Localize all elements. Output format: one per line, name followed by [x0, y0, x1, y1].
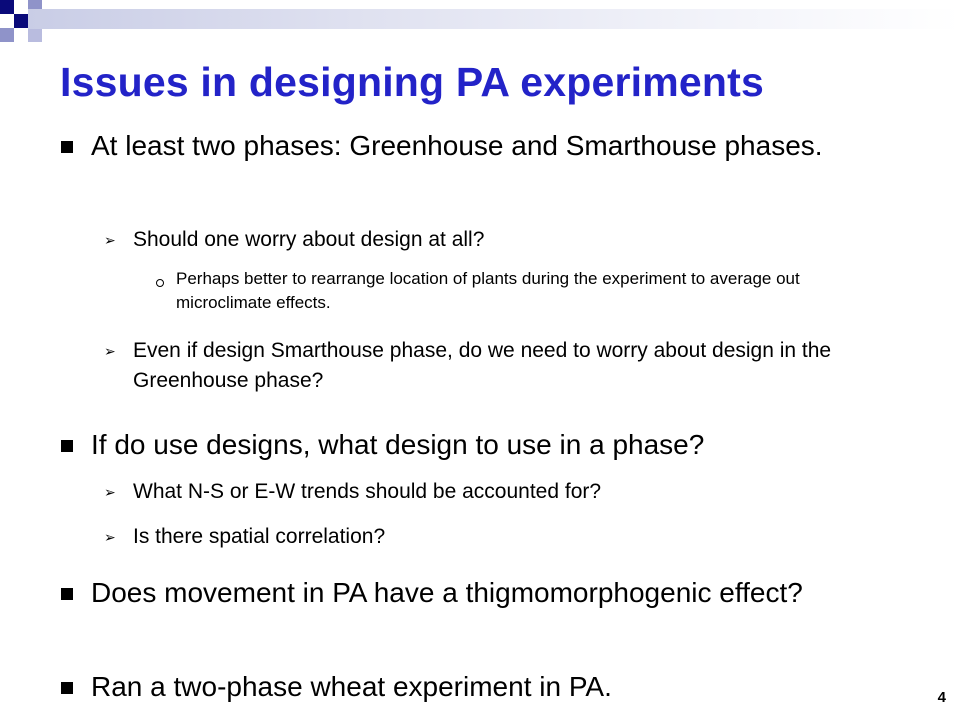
slide-title: Issues in designing PA experiments: [60, 59, 765, 105]
square-bullet-icon: [61, 440, 73, 452]
bullet-item: Does movement in PA have a thigmomorphogenic effect?: [91, 577, 803, 608]
bullet-item: Even if design Smarthouse phase, do we need to worry about design in the Greenhouse phase?: [133, 339, 832, 392]
bullet-item: At least two phases: Greenhouse and Smarthouse phases.: [91, 130, 823, 161]
arrow-bullet-icon: ➢: [104, 484, 116, 500]
square-bullet-icon: [61, 588, 73, 600]
page-number: 4: [937, 689, 946, 706]
arrow-bullet-icon: ➢: [104, 529, 116, 545]
arrow-bullet-icon: ➢: [104, 232, 116, 248]
square-bullet-icon: [61, 682, 73, 694]
bullet-item: What N-S or E-W trends should be accounted for?: [133, 480, 602, 503]
bullet-item: Is there spatial correlation?: [133, 525, 386, 548]
bullet-item: Ran a two-phase wheat experiment in PA.: [91, 671, 612, 702]
circle-bullet-icon: [156, 279, 164, 287]
arrow-bullet-icon: ➢: [104, 343, 116, 359]
bullet-item: Should one worry about design at all?: [133, 228, 485, 251]
square-bullet-icon: [61, 141, 73, 153]
bullet-item: If do use designs, what design to use in a phase?: [91, 429, 705, 460]
bullet-item: Perhaps better to rearrange location of plants during the experiment to average out microclimate effects.: [176, 269, 800, 312]
